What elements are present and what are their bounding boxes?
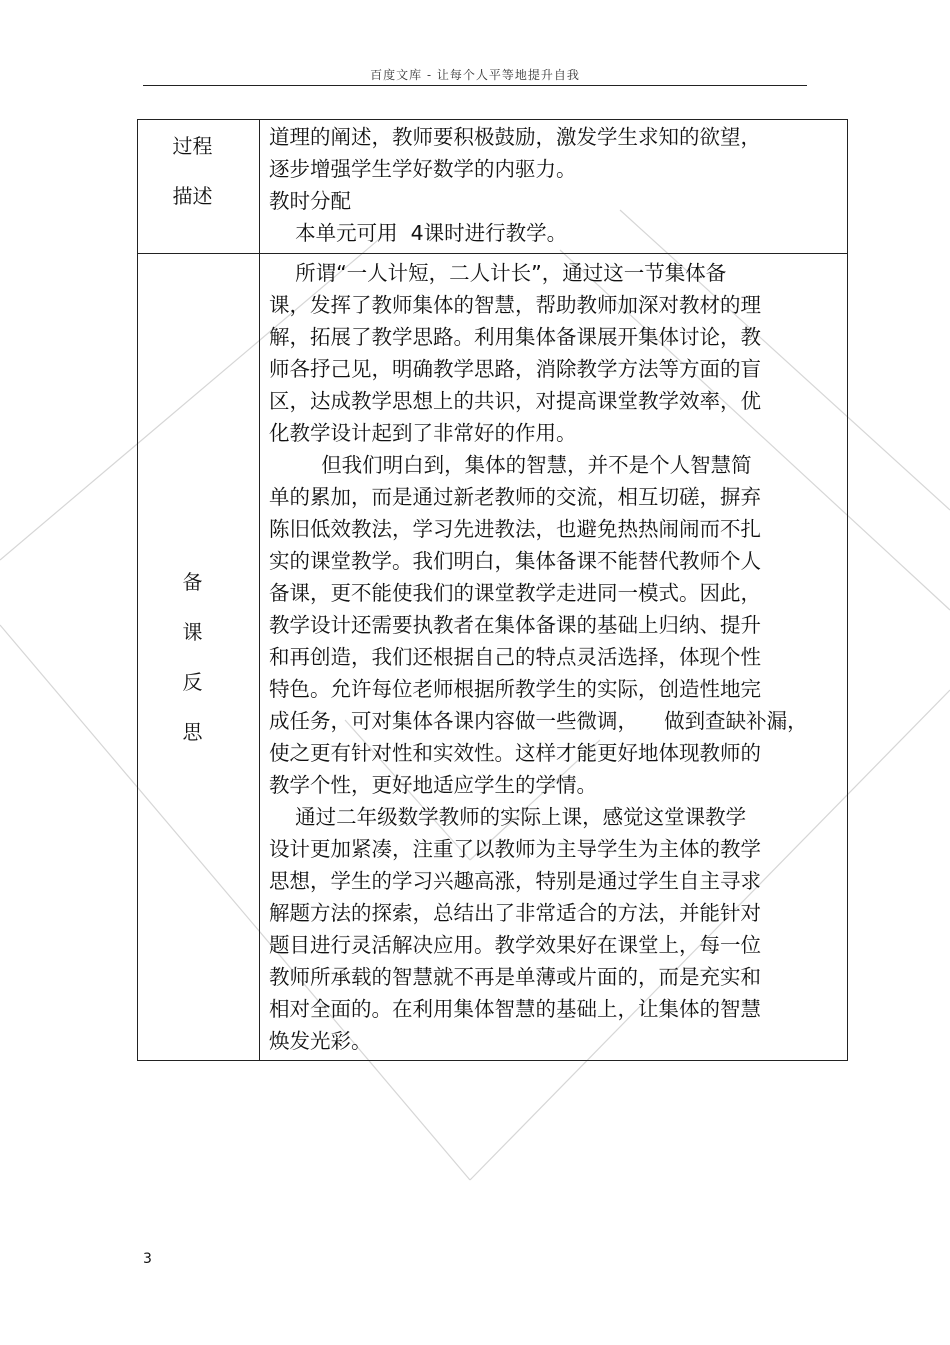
content-line: 使之更有针对性和实效性。这样才能更好地体现教师的 (269, 741, 761, 765)
content-line: 实的课堂教学。我们明白，集体备课不能替代教师个人 (269, 549, 761, 573)
content-cell-reflection (260, 254, 848, 1061)
label-cell-process (138, 120, 260, 254)
content-line: 本单元可用 4课时进行教学。 (269, 221, 568, 245)
header-rule (143, 85, 807, 86)
content-line: 通过二年级数学教师的实际上课，感觉这堂课教学 (269, 805, 747, 829)
content-line: 教学个性，更好地适应学生的学情。 (269, 773, 597, 797)
page-header: 百度文库 - 让每个人平等地提升自我 (370, 68, 580, 82)
content-line: 解题方法的探索，总结出了非常适合的方法，并能针对 (269, 901, 761, 925)
content-line: 教学设计还需要执教者在集体备课的基础上归纳、提升 (269, 613, 761, 637)
content-line: 焕发光彩。 (269, 1029, 372, 1053)
content-line: 但我们明白到，集体的智慧，并不是个人智慧简 (269, 453, 752, 477)
label-text: 思 (182, 720, 203, 744)
content-line: 成任务，可对集体各课内容做一些微调， 做到查缺补漏， (269, 709, 808, 733)
content-line: 设计更加紧凑，注重了以教师为主导学生为主体的教学 (269, 837, 761, 861)
content-line: 和再创造，我们还根据自己的特点灵活选择，体现个性 (269, 645, 761, 669)
label-text: 课 (182, 620, 203, 644)
content-line: 思想，学生的学习兴趣高涨，特别是通过学生自主寻求 (269, 869, 761, 893)
table-row-reflection (138, 254, 848, 1061)
content-line: 陈旧低效教法，学习先进教法，也避免热热闹闹而不扎 (269, 517, 761, 541)
content-line: 课，发挥了教师集体的智慧，帮助教师加深对教材的理 (269, 293, 761, 317)
content-line: 化教学设计起到了非常好的作用。 (269, 421, 577, 445)
content-line: 教师所承载的智慧就不再是单薄或片面的，而是充实和 (269, 965, 761, 989)
lesson-table (137, 119, 848, 1061)
content-line: 特色。允许每位老师根据所教学生的实际，创造性地完 (269, 677, 761, 701)
label-text: 备 (182, 570, 203, 594)
content-line: 逐步增强学生学好数学的内驱力。 (269, 157, 577, 181)
content-cell-process (260, 120, 848, 254)
label-text: 过程 (172, 134, 213, 158)
label-cell-reflection (138, 254, 260, 1061)
content-line: 解，拓展了教学思路。利用集体备课展开集体讨论，教 (269, 325, 761, 349)
content-line: 备课，更不能使我们的课堂教学走进同一模式。因此， (269, 581, 761, 605)
content-line: 相对全面的。在利用集体智慧的基础上，让集体的智慧 (269, 997, 761, 1021)
table-row-process (138, 120, 848, 254)
content-line: 题目进行灵活解决应用。教学效果好在课堂上，每一位 (269, 933, 761, 957)
content-line: 师各抒己见，明确教学思路，消除教学方法等方面的盲 (269, 357, 761, 381)
content-line: 所谓“一人计短，二人计长”，通过这一节集体备 (269, 261, 727, 285)
label-text: 描述 (172, 184, 213, 208)
content-line: 区，达成教学思想上的共识，对提高课堂教学效率，优 (269, 389, 761, 413)
page-number: 3 (143, 1251, 152, 1267)
label-text: 反 (182, 670, 203, 694)
content-line: 道理的阐述，教师要积极鼓励，激发学生求知的欲望， (269, 125, 761, 149)
content-line: 单的累加，而是通过新老教师的交流，相互切磋，摒弃 (269, 485, 761, 509)
content-line: 教时分配 (269, 189, 351, 213)
